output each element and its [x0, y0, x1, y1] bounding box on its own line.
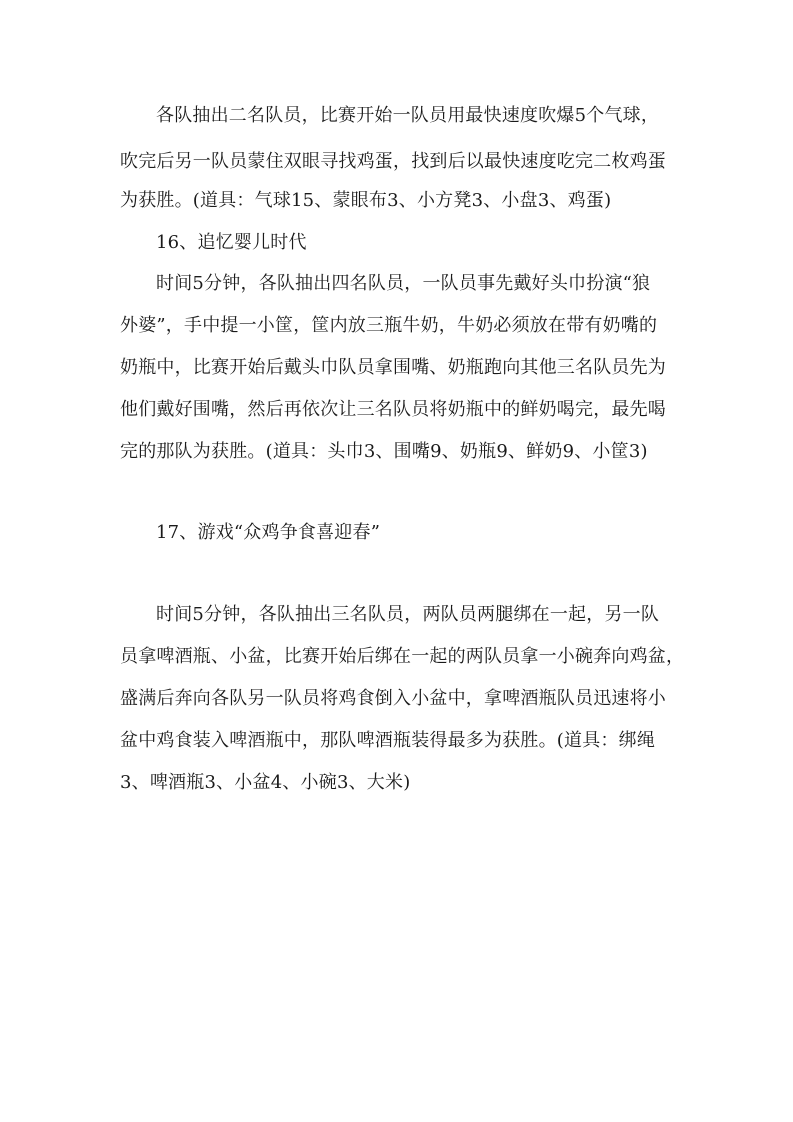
- paragraph-line: 员拿啤酒瓶、小盆，比赛开始后绑在一起的两队员拿一小碗奔向鸡盆，: [120, 646, 685, 667]
- paragraph-line: 各队抽出二名队员，比赛开始一队员用最快速度吹爆5个气球，: [156, 105, 660, 126]
- paragraph-line: 奶瓶中，比赛开始后戴头巾队员拿围嘴、奶瓶跑向其他三名队员先为: [120, 357, 666, 378]
- paragraph-line: 吹完后另一队员蒙住双眼寻找鸡蛋，找到后以最快速度吃完二枚鸡蛋: [120, 151, 666, 172]
- paragraph-line: 为获胜。(道具：气球15、蒙眼布3、小方凳3、小盘3、鸡蛋): [120, 190, 612, 211]
- paragraph-line: 3、啤酒瓶3、小盆4、小碗3、大米): [120, 772, 411, 793]
- paragraph-line: 完的那队为获胜。(道具：头巾3、围嘴9、奶瓶9、鲜奶9、小筐3): [120, 441, 648, 462]
- paragraph-line: 时间5分钟，各队抽出三名队员，两队员两腿绑在一起，另一队: [156, 604, 660, 625]
- section-heading: 17、游戏“众鸡争食喜迎春”: [156, 522, 381, 543]
- paragraph-line: 外婆”，手中提一小筐，筐内放三瓶牛奶，牛奶必须放在带有奶嘴的: [120, 315, 658, 336]
- paragraph-line: 盛满后奔向各队另一队员将鸡食倒入小盆中，拿啤酒瓶队员迅速将小: [120, 688, 666, 709]
- paragraph-line: 盆中鸡食装入啤酒瓶中，那队啤酒瓶装得最多为获胜。(道具：绑绳: [120, 730, 656, 751]
- section-heading: 16、追忆婴儿时代: [156, 232, 307, 253]
- paragraph-line: 他们戴好围嘴，然后再依次让三名队员将奶瓶中的鲜奶喝完，最先喝: [120, 399, 666, 420]
- paragraph-line: 时间5分钟，各队抽出四名队员，一队员事先戴好头巾扮演“狼: [156, 273, 651, 294]
